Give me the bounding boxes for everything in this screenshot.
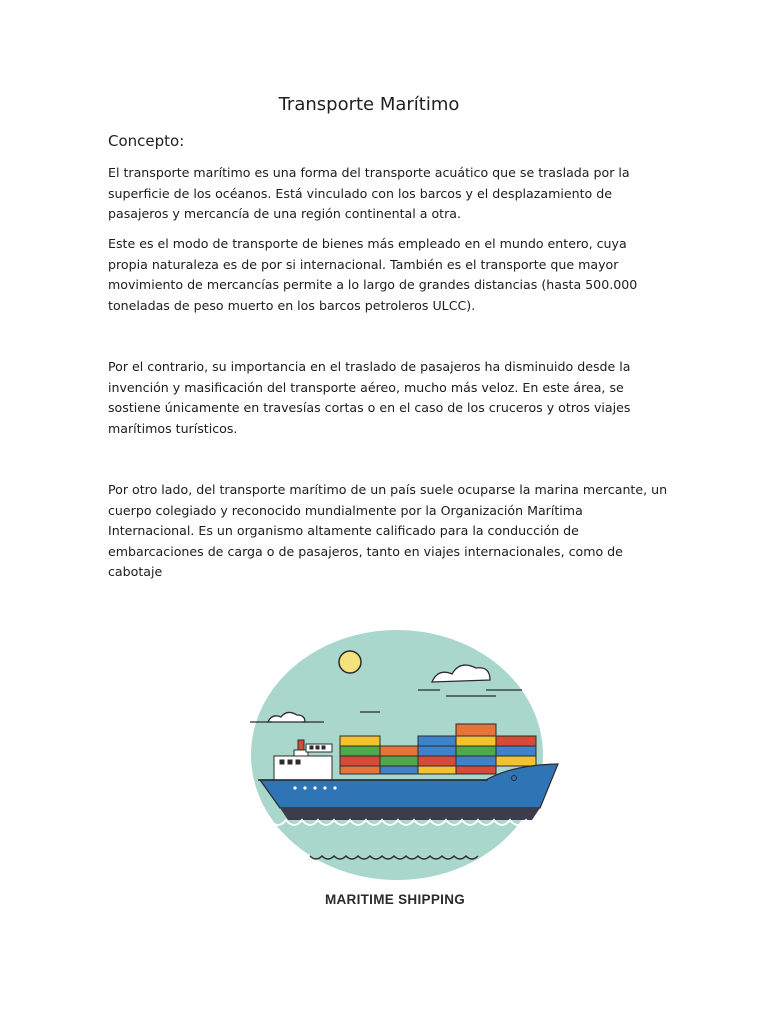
container (496, 746, 536, 756)
paragraph: Por el contrario, su importancia en el traslado de pasajeros ha disminuido desde la invención y masificación del transporte aéreo, mucho más veloz. En este área, se sostiene únicamente en travesías cortas o en el caso de los cruceros y otros viajes marítimos turísticos. (108, 359, 631, 436)
container (418, 736, 456, 746)
container (340, 766, 380, 774)
paragraph: Por otro lado, del transporte marítimo de un país suele ocuparse la marina mercante, un cuerpo colegiado y reconocido mundialmente por la Organización Marítima Internacional. Es un organismo altamente calificado para la conducción de embarcaciones de carga o de pasajeros, tanto en viajes internacionales, como de cabotaje (108, 482, 668, 579)
container (456, 746, 496, 756)
container (340, 746, 380, 756)
container (340, 736, 380, 746)
container (418, 746, 456, 756)
container (456, 766, 496, 774)
container (380, 756, 418, 766)
container (456, 756, 496, 766)
container (340, 756, 380, 766)
container (456, 736, 496, 746)
container (456, 724, 496, 736)
container (496, 736, 536, 746)
paragraph: El transporte marítimo es una forma del transporte acuático que se traslada por la superficie de los océanos. Está vinculado con los barcos y el desplazamiento de pasajeros y mercancía de una región continental a otra. (108, 165, 630, 221)
container (496, 756, 536, 766)
page-title: Transporte Marítimo (278, 94, 460, 115)
container (418, 756, 456, 766)
container (418, 766, 456, 774)
ship-illustration-svg (240, 620, 570, 920)
paragraph: Este es el modo de transporte de bienes más empleado en el mundo entero, cuya propia naturaleza es de por si internacional. También es el transporte que mayor movimiento de mercancías permite a lo largo de grandes distancias (hasta 500.000 toneladas de peso muerto en los barcos petroleros ULCC). (108, 236, 638, 313)
sun-icon (339, 651, 361, 673)
section-heading: Concepto: (108, 132, 185, 150)
container (380, 766, 418, 774)
maritime-shipping-illustration (240, 620, 570, 920)
illustration-caption: MARITIME SHIPPING (324, 892, 466, 907)
container (380, 746, 418, 756)
